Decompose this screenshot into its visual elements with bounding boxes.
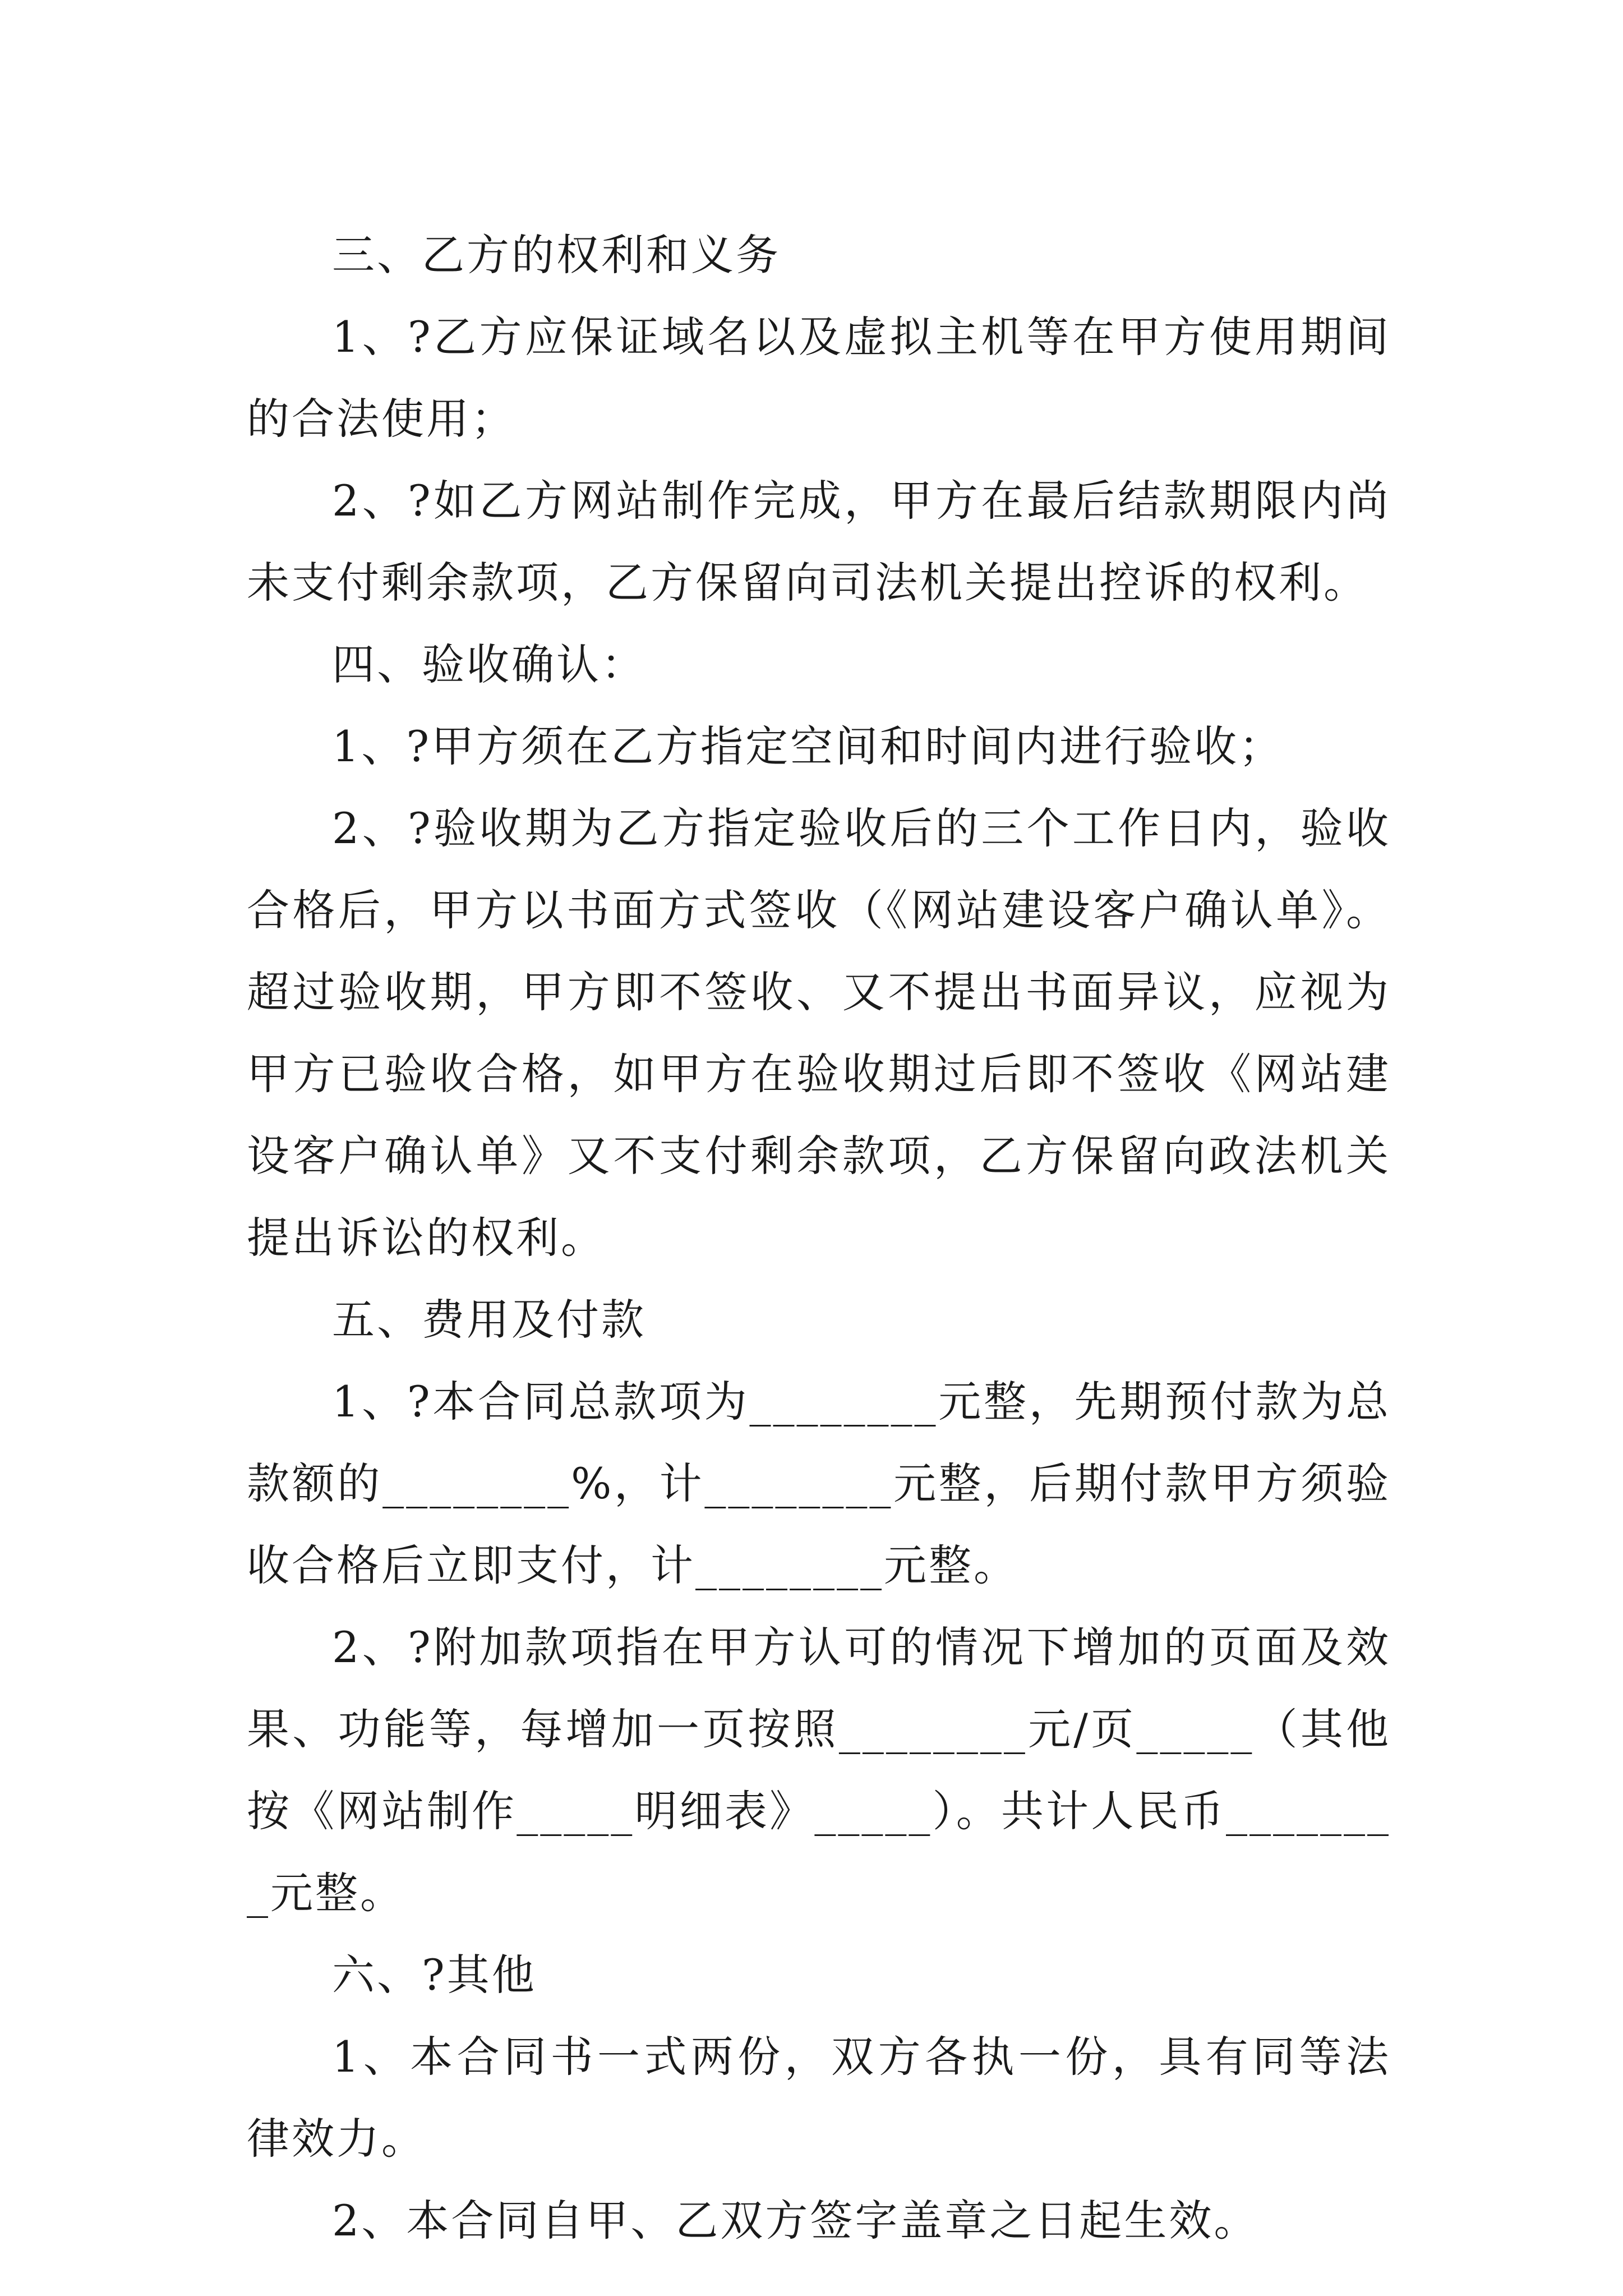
clause-3-2: 2、?如乙方网站制作完成，甲方在最后结款期限内尚未支付剩余款项，乙方保留向司法机关提出控诉的权利。	[247, 476, 1391, 608]
clause-5-2: 2、?附加款项指在甲方认可的情况下增加的页面及效果、功能等，每增加一页按照________元/页_____（其他按《网站制作_____明细表》_____）。共计人民币________元整。	[247, 1622, 1391, 1918]
clause-5-1: 1、?本合同总款项为________元整，先期预付款为总款额的________%，计________元整，后期付款甲方须验收合格后立即支付，计________元整。	[247, 1377, 1391, 1590]
clause-6-1: 1、本合同书一式两份，双方各执一份，具有同等法律效力。	[247, 2032, 1391, 2164]
section-heading-fees: 五、费用及付款	[332, 1295, 646, 1345]
section-heading-acceptance: 四、验收确认：	[332, 639, 646, 689]
section-heading-party-b-rights: 三、乙方的权利和义务	[332, 230, 781, 280]
clause-4-2: 2、?验收期为乙方指定验收后的三个工作日内，验收合格后，甲方以书面方式签收（《网站建设客户确认单》。超过验收期，甲方即不签收、又不提出书面异议，应视为甲方已验收合格，如甲方在验收期过后即不签收《网站建设客户确认单》又不支付剩余款项，乙方保留向政法机关提出诉讼的权利。	[247, 803, 1391, 1263]
clause-4-1: 1、?甲方须在乙方指定空间和时间内进行验收；	[332, 721, 1284, 771]
clause-6-2: 2、本合同自甲、乙双方签字盖章之日起生效。	[332, 2196, 1259, 2246]
clause-3-1: 1、?乙方应保证域名以及虚拟主机等在甲方使用期间的合法使用；	[247, 312, 1391, 444]
document-body	[247, 214, 1391, 2262]
section-heading-other: 六、?其他	[332, 1950, 537, 2000]
